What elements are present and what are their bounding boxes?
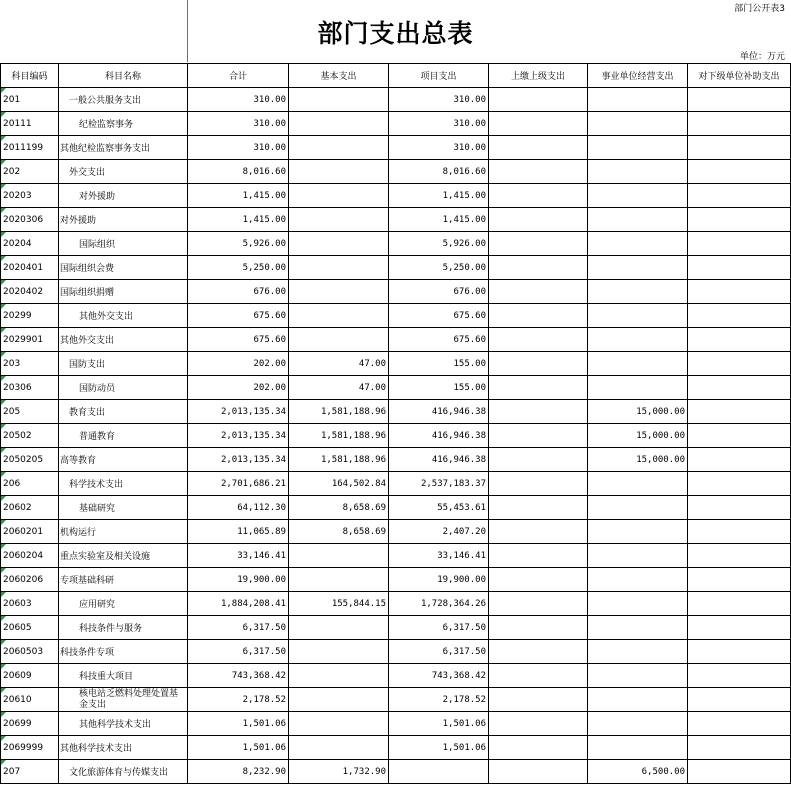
total-cell[interactable]: 64,112.30 — [188, 496, 289, 520]
code-cell[interactable]: 203 — [1, 352, 59, 376]
table-row — [1, 424, 791, 448]
upper-cell[interactable] — [489, 592, 588, 616]
upper-cell[interactable] — [489, 496, 588, 520]
code-cell[interactable]: 20609 — [1, 664, 59, 688]
table-row — [1, 352, 791, 376]
total-cell[interactable]: 2,701,686.21 — [188, 472, 289, 496]
upper-cell[interactable] — [489, 88, 588, 112]
table-row — [1, 544, 791, 568]
subsidy-cell[interactable] — [688, 256, 791, 280]
code-cell[interactable]: 2020306 — [1, 208, 59, 232]
business-cell[interactable] — [588, 208, 688, 232]
column-header[interactable]: 对下级单位补助支出 — [688, 64, 791, 88]
project-cell[interactable]: 675.60 — [389, 304, 489, 328]
total-cell[interactable]: 11,065.89 — [188, 520, 289, 544]
business-cell[interactable] — [588, 376, 688, 400]
project-cell[interactable]: 1,501.06 — [389, 712, 489, 736]
name-cell[interactable]: 应用研究 — [59, 592, 188, 616]
name-cell[interactable]: 对外援助 — [59, 208, 188, 232]
upper-cell[interactable] — [489, 568, 588, 592]
name-cell[interactable]: 重点实验室及相关设施 — [59, 544, 188, 568]
expenditure-table — [0, 63, 791, 784]
code-cell[interactable]: 2011199 — [1, 136, 59, 160]
name-cell[interactable]: 教育支出 — [59, 400, 188, 424]
basic-cell[interactable] — [289, 304, 389, 328]
name-cell[interactable]: 国防支出 — [59, 352, 188, 376]
subsidy-cell[interactable] — [688, 136, 791, 160]
table-row — [1, 184, 791, 208]
upper-cell[interactable] — [489, 112, 588, 136]
code-cell[interactable]: 20203 — [1, 184, 59, 208]
subsidy-cell[interactable] — [688, 88, 791, 112]
business-cell[interactable] — [588, 112, 688, 136]
project-cell[interactable]: 310.00 — [389, 112, 489, 136]
name-cell[interactable]: 普通教育 — [59, 424, 188, 448]
basic-cell[interactable] — [289, 136, 389, 160]
project-cell[interactable]: 1,501.06 — [389, 736, 489, 760]
column-header[interactable]: 科目编码 — [1, 64, 59, 88]
subsidy-cell[interactable] — [688, 712, 791, 736]
basic-cell[interactable] — [289, 688, 389, 712]
name-cell[interactable]: 其他科学技术支出 — [59, 712, 188, 736]
upper-cell[interactable] — [489, 472, 588, 496]
project-cell[interactable]: 55,453.61 — [389, 496, 489, 520]
basic-cell[interactable]: 164,502.84 — [289, 472, 389, 496]
basic-cell[interactable] — [289, 256, 389, 280]
subsidy-cell[interactable] — [688, 568, 791, 592]
code-cell[interactable]: 205 — [1, 400, 59, 424]
code-cell[interactable]: 201 — [1, 88, 59, 112]
basic-cell[interactable] — [289, 544, 389, 568]
business-cell[interactable]: 15,000.00 — [588, 424, 688, 448]
upper-cell[interactable] — [489, 184, 588, 208]
business-cell[interactable] — [588, 592, 688, 616]
name-cell[interactable]: 核电站乏燃料处理处置基金支出 — [59, 688, 188, 712]
business-cell[interactable] — [588, 232, 688, 256]
code-cell[interactable]: 2020402 — [1, 280, 59, 304]
project-cell[interactable]: 2,537,183.37 — [389, 472, 489, 496]
total-cell[interactable]: 1,415.00 — [188, 184, 289, 208]
unit-label: 单位：万元 — [739, 52, 785, 62]
code-cell[interactable]: 2050205 — [1, 448, 59, 472]
basic-cell[interactable] — [289, 736, 389, 760]
column-header[interactable]: 基本支出 — [289, 64, 389, 88]
name-cell[interactable]: 其他纪检监察事务支出 — [59, 136, 188, 160]
subsidy-cell[interactable] — [688, 664, 791, 688]
total-cell[interactable]: 1,501.06 — [188, 712, 289, 736]
basic-cell[interactable] — [289, 664, 389, 688]
business-cell[interactable] — [588, 712, 688, 736]
basic-cell[interactable]: 1,732.90 — [289, 760, 389, 784]
upper-cell[interactable] — [489, 448, 588, 472]
business-cell[interactable] — [588, 328, 688, 352]
basic-cell[interactable]: 8,658.69 — [289, 496, 389, 520]
basic-cell[interactable] — [289, 208, 389, 232]
subsidy-cell[interactable] — [688, 736, 791, 760]
subsidy-cell[interactable] — [688, 472, 791, 496]
code-cell[interactable]: 20502 — [1, 424, 59, 448]
project-cell[interactable]: 675.60 — [389, 328, 489, 352]
subsidy-cell[interactable] — [688, 304, 791, 328]
table-row — [1, 640, 791, 664]
total-cell[interactable]: 5,926.00 — [188, 232, 289, 256]
project-cell[interactable]: 416,946.38 — [389, 424, 489, 448]
name-cell[interactable]: 一般公共服务支出 — [59, 88, 188, 112]
table-row — [1, 400, 791, 424]
name-cell[interactable]: 外交支出 — [59, 160, 188, 184]
upper-cell[interactable] — [489, 520, 588, 544]
table-body — [1, 88, 791, 784]
basic-cell[interactable] — [289, 640, 389, 664]
basic-cell[interactable] — [289, 328, 389, 352]
business-cell[interactable] — [588, 352, 688, 376]
project-cell[interactable]: 8,016.60 — [389, 160, 489, 184]
business-cell[interactable]: 6,500.00 — [588, 760, 688, 784]
table-row — [1, 136, 791, 160]
business-cell[interactable] — [588, 280, 688, 304]
table-row — [1, 664, 791, 688]
table-row — [1, 568, 791, 592]
basic-cell[interactable]: 1,581,188.96 — [289, 448, 389, 472]
subsidy-cell[interactable] — [688, 688, 791, 712]
column-header[interactable]: 项目支出 — [389, 64, 489, 88]
code-cell[interactable]: 20204 — [1, 232, 59, 256]
project-cell[interactable]: 6,317.50 — [389, 616, 489, 640]
business-cell[interactable] — [588, 640, 688, 664]
total-cell[interactable]: 310.00 — [188, 112, 289, 136]
table-row — [1, 304, 791, 328]
project-cell[interactable]: 1,728,364.26 — [389, 592, 489, 616]
business-cell[interactable] — [588, 160, 688, 184]
business-cell[interactable] — [588, 496, 688, 520]
project-cell[interactable]: 1,415.00 — [389, 208, 489, 232]
project-cell[interactable]: 5,250.00 — [389, 256, 489, 280]
total-cell[interactable]: 1,415.00 — [188, 208, 289, 232]
upper-cell[interactable] — [489, 280, 588, 304]
table-row — [1, 472, 791, 496]
table-row — [1, 208, 791, 232]
table-row — [1, 760, 791, 784]
table-row — [1, 736, 791, 760]
project-cell[interactable]: 6,317.50 — [389, 640, 489, 664]
name-cell[interactable]: 基础研究 — [59, 496, 188, 520]
upper-cell[interactable] — [489, 760, 588, 784]
upper-cell[interactable] — [489, 544, 588, 568]
table-row — [1, 232, 791, 256]
basic-cell[interactable] — [289, 616, 389, 640]
code-cell[interactable]: 20603 — [1, 592, 59, 616]
table-row — [1, 712, 791, 736]
total-cell[interactable]: 1,884,208.41 — [188, 592, 289, 616]
code-cell[interactable]: 206 — [1, 472, 59, 496]
code-cell[interactable]: 2029901 — [1, 328, 59, 352]
subsidy-cell[interactable] — [688, 448, 791, 472]
name-cell[interactable]: 科技条件专项 — [59, 640, 188, 664]
code-cell[interactable]: 2069999 — [1, 736, 59, 760]
total-cell[interactable]: 676.00 — [188, 280, 289, 304]
business-cell[interactable] — [588, 616, 688, 640]
total-cell[interactable]: 8,016.60 — [188, 160, 289, 184]
name-cell[interactable]: 机构运行 — [59, 520, 188, 544]
business-cell[interactable]: 15,000.00 — [588, 400, 688, 424]
project-cell[interactable]: 676.00 — [389, 280, 489, 304]
basic-cell[interactable] — [289, 184, 389, 208]
name-cell[interactable]: 国际组织 — [59, 232, 188, 256]
total-cell[interactable]: 310.00 — [188, 88, 289, 112]
project-cell[interactable]: 33,146.41 — [389, 544, 489, 568]
code-cell[interactable]: 2060503 — [1, 640, 59, 664]
upper-cell[interactable] — [489, 688, 588, 712]
code-cell[interactable]: 20111 — [1, 112, 59, 136]
basic-cell[interactable] — [289, 712, 389, 736]
total-cell[interactable]: 6,317.50 — [188, 640, 289, 664]
basic-cell[interactable]: 155,844.15 — [289, 592, 389, 616]
name-cell[interactable]: 国防动员 — [59, 376, 188, 400]
project-cell[interactable]: 416,946.38 — [389, 400, 489, 424]
basic-cell[interactable]: 47.00 — [289, 376, 389, 400]
total-cell[interactable]: 33,146.41 — [188, 544, 289, 568]
table-row — [1, 376, 791, 400]
name-cell[interactable]: 高等教育 — [59, 448, 188, 472]
table-header-row — [1, 64, 791, 88]
subsidy-cell[interactable] — [688, 328, 791, 352]
project-cell[interactable]: 155.00 — [389, 376, 489, 400]
total-cell[interactable]: 743,368.42 — [188, 664, 289, 688]
table-row — [1, 280, 791, 304]
upper-cell[interactable] — [489, 424, 588, 448]
basic-cell[interactable]: 1,581,188.96 — [289, 424, 389, 448]
name-cell[interactable]: 科技条件与服务 — [59, 616, 188, 640]
project-cell[interactable]: 2,407.20 — [389, 520, 489, 544]
upper-cell[interactable] — [489, 736, 588, 760]
name-cell[interactable]: 对外援助 — [59, 184, 188, 208]
subsidy-cell[interactable] — [688, 352, 791, 376]
code-cell[interactable]: 20610 — [1, 688, 59, 712]
code-cell[interactable]: 20306 — [1, 376, 59, 400]
basic-cell[interactable]: 47.00 — [289, 352, 389, 376]
total-cell[interactable]: 310.00 — [188, 136, 289, 160]
total-cell[interactable]: 2,013,135.34 — [188, 424, 289, 448]
upper-cell[interactable] — [489, 376, 588, 400]
table-row — [1, 328, 791, 352]
subsidy-cell[interactable] — [688, 640, 791, 664]
upper-cell[interactable] — [489, 160, 588, 184]
business-cell[interactable] — [588, 472, 688, 496]
subsidy-cell[interactable] — [688, 280, 791, 304]
basic-cell[interactable] — [289, 568, 389, 592]
subsidy-cell[interactable] — [688, 520, 791, 544]
subsidy-cell[interactable] — [688, 496, 791, 520]
project-cell[interactable]: 155.00 — [389, 352, 489, 376]
name-cell[interactable]: 文化旅游体育与传媒支出 — [59, 760, 188, 784]
project-cell[interactable]: 19,900.00 — [389, 568, 489, 592]
code-cell[interactable]: 202 — [1, 160, 59, 184]
table-row — [1, 160, 791, 184]
project-cell[interactable]: 1,415.00 — [389, 184, 489, 208]
upper-cell[interactable] — [489, 400, 588, 424]
business-cell[interactable] — [588, 544, 688, 568]
total-cell[interactable]: 2,013,135.34 — [188, 448, 289, 472]
total-cell[interactable]: 2,013,135.34 — [188, 400, 289, 424]
code-cell[interactable]: 2020401 — [1, 256, 59, 280]
project-cell[interactable]: 310.00 — [389, 136, 489, 160]
subsidy-cell[interactable] — [688, 112, 791, 136]
upper-cell[interactable] — [489, 352, 588, 376]
business-cell[interactable] — [588, 304, 688, 328]
upper-cell[interactable] — [489, 232, 588, 256]
name-cell[interactable]: 科学技术支出 — [59, 472, 188, 496]
business-cell[interactable] — [588, 256, 688, 280]
basic-cell[interactable] — [289, 160, 389, 184]
total-cell[interactable]: 202.00 — [188, 376, 289, 400]
upper-cell[interactable] — [489, 664, 588, 688]
total-cell[interactable]: 19,900.00 — [188, 568, 289, 592]
table-row — [1, 616, 791, 640]
upper-cell[interactable] — [489, 712, 588, 736]
table-row — [1, 448, 791, 472]
table-row — [1, 112, 791, 136]
total-cell[interactable]: 2,178.52 — [188, 688, 289, 712]
table-row — [1, 256, 791, 280]
table-row — [1, 688, 791, 712]
name-cell[interactable]: 其他外交支出 — [59, 304, 188, 328]
business-cell[interactable] — [588, 136, 688, 160]
subsidy-cell[interactable] — [688, 544, 791, 568]
upper-cell[interactable] — [489, 328, 588, 352]
page-title: 部门支出总表 — [317, 19, 474, 48]
basic-cell[interactable]: 8,658.69 — [289, 520, 389, 544]
code-cell[interactable]: 2060206 — [1, 568, 59, 592]
basic-cell[interactable] — [289, 280, 389, 304]
upper-cell[interactable] — [489, 304, 588, 328]
subsidy-cell[interactable] — [688, 424, 791, 448]
total-cell[interactable]: 202.00 — [188, 352, 289, 376]
code-cell[interactable]: 20299 — [1, 304, 59, 328]
project-cell[interactable] — [389, 760, 489, 784]
code-cell[interactable]: 207 — [1, 760, 59, 784]
name-cell[interactable]: 科技重大项目 — [59, 664, 188, 688]
table-row — [1, 496, 791, 520]
project-cell[interactable]: 416,946.38 — [389, 448, 489, 472]
project-cell[interactable]: 743,368.42 — [389, 664, 489, 688]
name-cell[interactable]: 纪检监察事务 — [59, 112, 188, 136]
business-cell[interactable] — [588, 88, 688, 112]
basic-cell[interactable]: 1,581,188.96 — [289, 400, 389, 424]
table-row — [1, 88, 791, 112]
subsidy-cell[interactable] — [688, 160, 791, 184]
total-cell[interactable]: 6,317.50 — [188, 616, 289, 640]
table-row — [1, 592, 791, 616]
column-header[interactable]: 科目名称 — [59, 64, 188, 88]
business-cell[interactable] — [588, 184, 688, 208]
business-cell[interactable] — [588, 736, 688, 760]
code-cell[interactable]: 20602 — [1, 496, 59, 520]
code-cell[interactable]: 20699 — [1, 712, 59, 736]
code-cell[interactable]: 20605 — [1, 616, 59, 640]
basic-cell[interactable] — [289, 112, 389, 136]
subsidy-cell[interactable] — [688, 400, 791, 424]
name-cell[interactable]: 其他外交支出 — [59, 328, 188, 352]
project-cell[interactable]: 5,926.00 — [389, 232, 489, 256]
sheet-label: 部门公开表3 — [734, 4, 785, 14]
upper-cell[interactable] — [489, 256, 588, 280]
business-cell[interactable] — [588, 568, 688, 592]
code-cell[interactable]: 2060204 — [1, 544, 59, 568]
column-header[interactable]: 合计 — [188, 64, 289, 88]
name-cell[interactable]: 国际组织会费 — [59, 256, 188, 280]
project-cell[interactable]: 310.00 — [389, 88, 489, 112]
total-cell[interactable]: 8,232.90 — [188, 760, 289, 784]
table-row — [1, 520, 791, 544]
business-cell[interactable] — [588, 664, 688, 688]
business-cell[interactable] — [588, 688, 688, 712]
name-cell[interactable]: 国际组织捐赠 — [59, 280, 188, 304]
subsidy-cell[interactable] — [688, 616, 791, 640]
subsidy-cell[interactable] — [688, 376, 791, 400]
code-cell[interactable]: 2060201 — [1, 520, 59, 544]
name-cell[interactable]: 专项基础科研 — [59, 568, 188, 592]
subsidy-cell[interactable] — [688, 760, 791, 784]
total-cell[interactable]: 675.60 — [188, 328, 289, 352]
business-cell[interactable]: 15,000.00 — [588, 448, 688, 472]
basic-cell[interactable] — [289, 88, 389, 112]
upper-cell[interactable] — [489, 640, 588, 664]
subsidy-cell[interactable] — [688, 184, 791, 208]
total-cell[interactable]: 675.60 — [188, 304, 289, 328]
subsidy-cell[interactable] — [688, 592, 791, 616]
subsidy-cell[interactable] — [688, 208, 791, 232]
column-header[interactable]: 事业单位经营支出 — [588, 64, 688, 88]
name-cell[interactable]: 其他科学技术支出 — [59, 736, 188, 760]
total-cell[interactable]: 1,501.06 — [188, 736, 289, 760]
project-cell[interactable]: 2,178.52 — [389, 688, 489, 712]
column-header[interactable]: 上缴上级支出 — [489, 64, 588, 88]
upper-cell[interactable] — [489, 136, 588, 160]
business-cell[interactable] — [588, 520, 688, 544]
upper-cell[interactable] — [489, 208, 588, 232]
subsidy-cell[interactable] — [688, 232, 791, 256]
total-cell[interactable]: 5,250.00 — [188, 256, 289, 280]
upper-cell[interactable] — [489, 616, 588, 640]
basic-cell[interactable] — [289, 232, 389, 256]
